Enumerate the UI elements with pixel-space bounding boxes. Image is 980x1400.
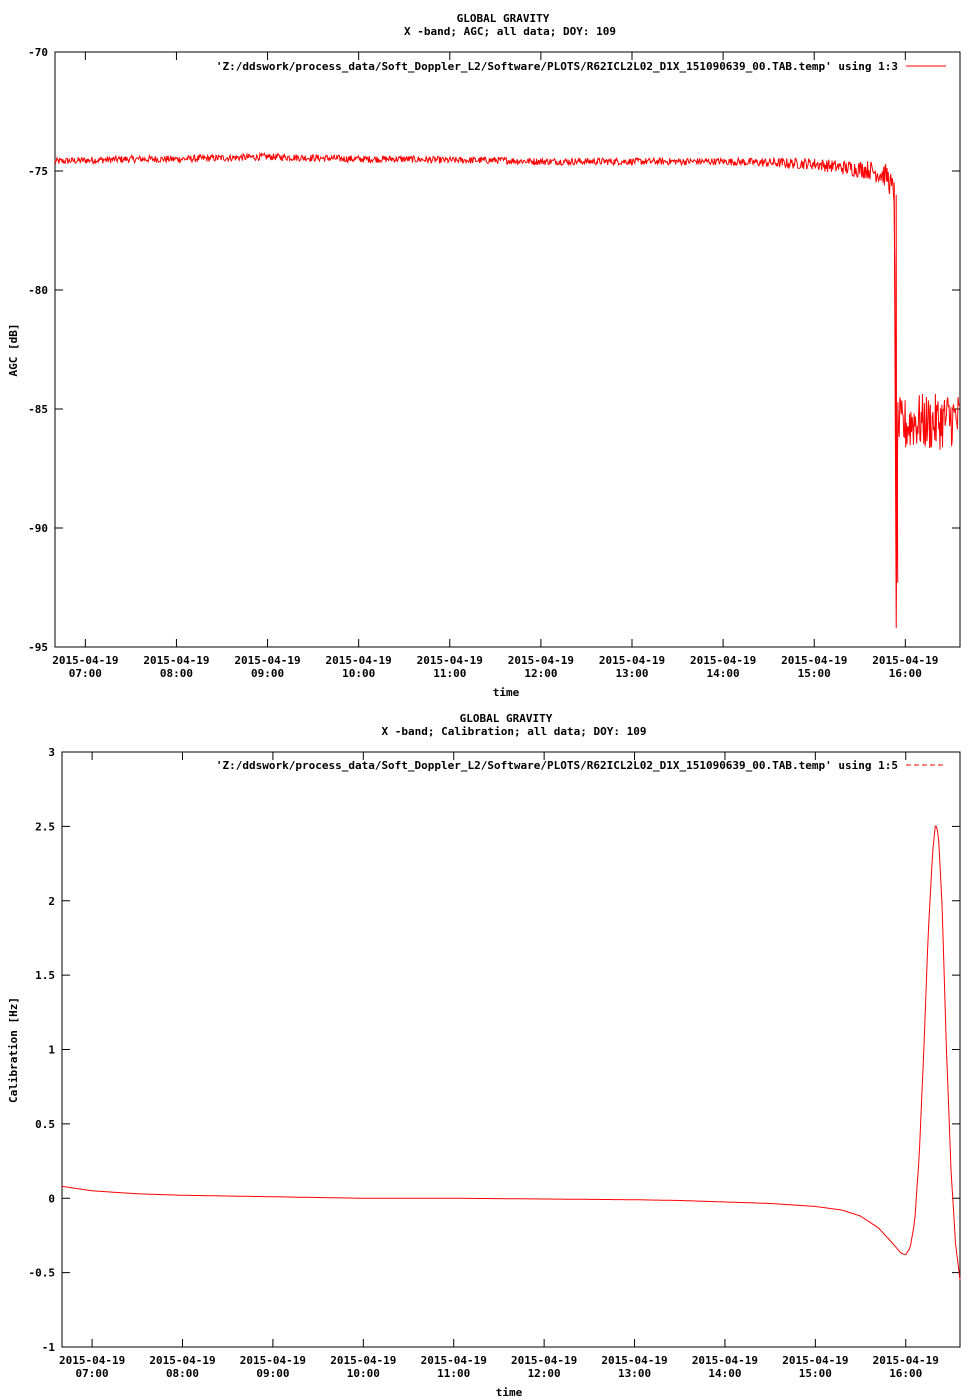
calibration-y-tick-label: 2 [48,894,55,908]
agc-y-tick-label: -70 [28,46,48,59]
calibration-x-tick-date: 2015-04-19 [58,1354,126,1367]
agc-x-tick-date: 2015-04-19 [598,654,666,667]
agc-x-tick-date: 2015-04-19 [234,654,301,667]
agc-y-tick-label: -75 [28,165,48,178]
calibration-x-tick-date: 2015-04-19 [872,1354,939,1367]
calibration-y-tick-label: -1 [41,1341,55,1354]
calibration-series-line [62,826,960,1280]
agc-x-tick-time: 16:00 [888,667,922,680]
agc-chart [7,12,960,699]
calibration-x-axis-label: time [495,1386,523,1399]
agc-y-ticks [28,46,960,654]
agc-x-tick-time: 08:00 [159,667,194,680]
calibration-series-group [62,826,960,1280]
calibration-y-axis-label: Calibration [Hz] [7,997,20,1103]
agc-y-axis-label: AGC [dB] [7,323,20,377]
calibration-x-tick-time: 07:00 [75,1367,109,1380]
agc-x-tick-time: 07:00 [68,667,102,680]
calibration-x-tick-date: 2015-04-19 [330,1354,397,1367]
agc-x-tick-time: 13:00 [615,667,649,680]
agc-y-tick-label: -85 [28,403,48,416]
calibration-chart-subtitle: X -band; Calibration; all data; DOY: 109 [381,725,647,738]
agc-x-tick-date: 2015-04-19 [872,654,939,667]
calibration-y-tick-label: 3 [48,746,55,759]
calibration-x-tick-date: 2015-04-19 [420,1354,487,1367]
agc-y-tick-label: -80 [28,284,48,297]
agc-x-tick-date: 2015-04-19 [143,654,210,667]
agc-x-tick-time: 15:00 [797,667,831,680]
agc-x-tick-date: 2015-04-19 [52,654,119,667]
calibration-x-tick-time: 08:00 [165,1367,200,1380]
agc-x-tick-time: 14:00 [706,667,740,680]
calibration-y-ticks [29,746,961,1354]
agc-x-tick-date: 2015-04-19 [507,654,575,667]
calibration-x-tick-time: 10:00 [346,1367,380,1380]
agc-x-tick-date: 2015-04-19 [416,654,483,667]
calibration-x-tick-date: 2015-04-19 [691,1354,759,1367]
calibration-x-tick-date: 2015-04-19 [601,1354,668,1367]
agc-y-tick-label: -90 [28,522,48,535]
calibration-x-ticks [59,752,939,1380]
agc-series-line [55,153,960,518]
calibration-chart-title: GLOBAL GRAVITY [459,712,553,725]
agc-chart-subtitle: X -band; AGC; all data; DOY: 109 [404,25,616,38]
agc-x-tick-time: 10:00 [342,667,376,680]
agc-x-tick-date: 2015-04-19 [325,654,392,667]
calibration-x-tick-time: 14:00 [708,1367,742,1380]
calibration-x-tick-time: 13:00 [617,1367,652,1380]
agc-x-tick-time: 11:00 [433,667,467,680]
agc-y-tick-label: -95 [28,641,48,654]
agc-series-group [55,153,960,628]
calibration-x-tick-time: 16:00 [889,1367,923,1380]
calibration-y-tick-label: 1.5 [35,969,55,983]
agc-x-tick-time: 12:00 [524,667,558,680]
calibration-y-tick-label: 2.5 [35,820,55,834]
calibration-y-tick-label: 1 [48,1043,55,1057]
calibration-x-tick-time: 09:00 [256,1367,290,1380]
calibration-plot-frame [62,752,960,1347]
agc-chart-title: GLOBAL GRAVITY [456,12,550,25]
calibration-legend-label: 'Z:/ddswork/process_data/Soft_Doppler_L2/Software/PLOTS/R62ICL2L02_D1X_151090639_00.TAB.temp' using 1:5 [215,759,898,772]
calibration-x-tick-date: 2015-04-19 [782,1354,849,1367]
agc-x-tick-date: 2015-04-19 [781,654,848,667]
agc-x-axis-label: time [492,686,520,699]
calibration-x-tick-time: 15:00 [798,1367,832,1380]
agc-x-tick-time: 09:00 [250,667,285,680]
calibration-x-tick-time: 11:00 [437,1367,471,1380]
agc-legend-label: 'Z:/ddswork/process_data/Soft_Doppler_L2/Software/PLOTS/R62ICL2L02_D1X_151090639_00.TAB.temp' using 1:3 [215,60,898,73]
calibration-y-tick-label: 0.5 [35,1117,55,1131]
calibration-x-tick-date: 2015-04-19 [239,1354,307,1367]
calibration-x-tick-date: 2015-04-19 [149,1354,216,1367]
calibration-y-tick-label: 0 [48,1192,55,1206]
calibration-x-tick-date: 2015-04-19 [511,1354,578,1367]
agc-plot-frame [55,52,960,647]
calibration-y-tick-label: -0.5 [28,1266,55,1280]
agc-x-tick-date: 2015-04-19 [689,654,757,667]
calibration-x-tick-time: 12:00 [527,1367,561,1380]
agc-x-ticks [52,52,938,680]
calibration-chart [7,712,960,1399]
